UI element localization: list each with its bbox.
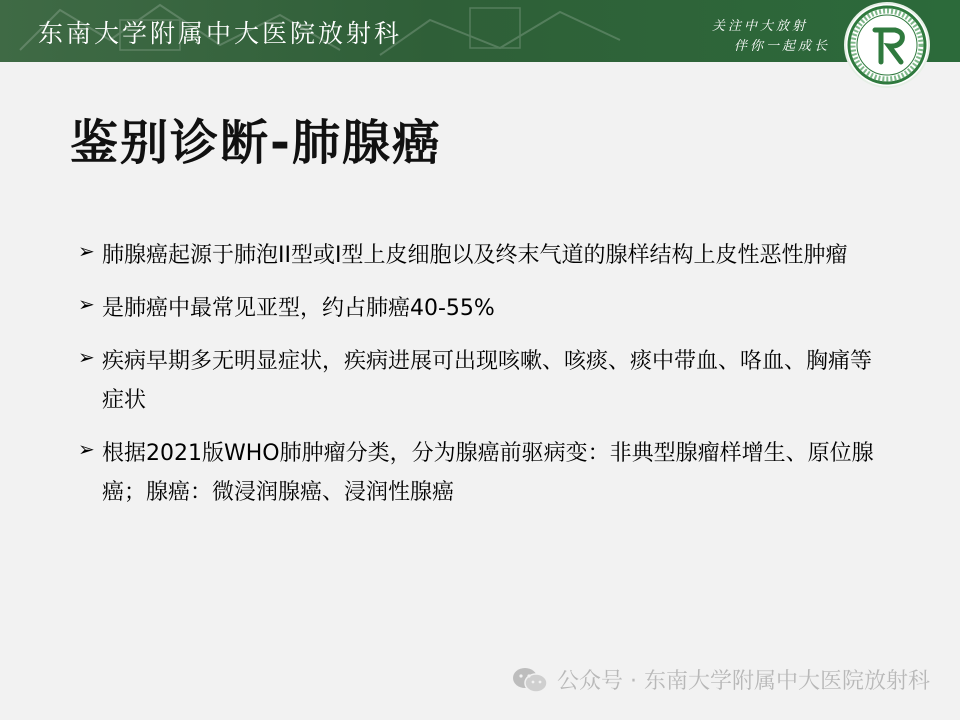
list-item [78,289,878,328]
list-item [78,434,878,512]
header-banner [0,0,960,62]
bullet-text: 肺腺癌起源于肺泡II型或I型上皮细胞以及终末气道的腺样结构上皮性恶性肿瘤 [102,243,848,268]
hospital-logo-icon [846,4,928,86]
wechat-icon [511,666,549,694]
hospital-logo [846,4,928,86]
slogan-line-1: 关注中大放射 [712,19,809,34]
arrow-bullet-icon: ➢ [78,239,95,263]
bullet-text: 疾病早期多无明显症状，疾病进展可出现咳嗽、咳痰、痰中带血、咯血、胸痛等症状 [102,349,873,413]
banner-title: 东南大学附属中大医院放射科 [38,19,403,48]
arrow-bullet-icon: ➢ [78,292,95,316]
list-item [78,342,878,420]
bullet-text: 是肺癌中最常见亚型，约占肺癌40-55% [102,296,495,321]
arrow-bullet-icon: ➢ [78,345,95,369]
arrow-bullet-icon: ➢ [78,437,95,461]
bullet-text: 根据2021版WHO肺肿瘤分类，分为腺癌前驱病变：非典型腺瘤样增生、原位腺癌；腺癌：微浸润腺癌、浸润性腺癌 [102,441,874,505]
slide-title: 鉴别诊断-肺腺癌 [70,115,442,171]
list-item [78,236,878,275]
watermark [511,664,930,695]
watermark-text: 公众号 · 东南大学附属中大医院放射科 [557,669,930,694]
slogan-line-2: 伴你一起成长 [734,39,831,54]
bullet-list [78,236,878,526]
